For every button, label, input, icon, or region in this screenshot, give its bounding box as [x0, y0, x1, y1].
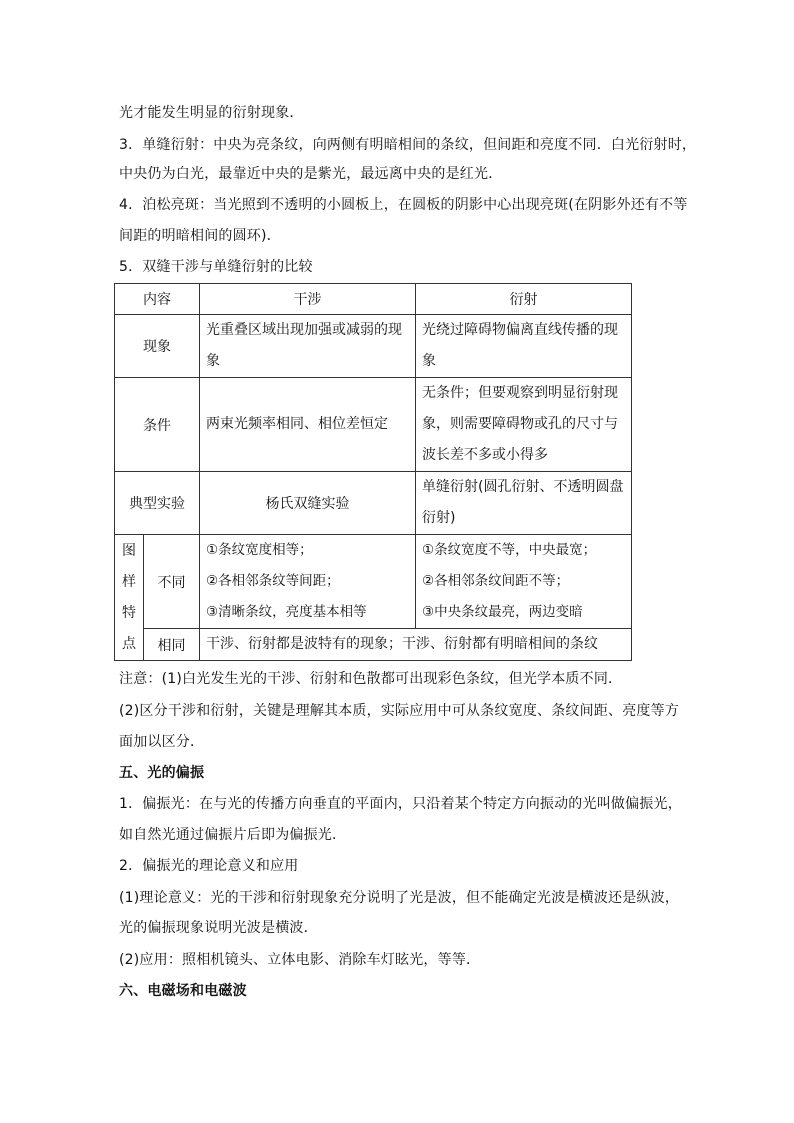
same-content: [200, 629, 632, 661]
text-line: 光才能发生明显的衍射现象．: [119, 105, 304, 121]
text-line: 1．偏振光：在与光的传播方向垂直的平面内，只沿着某个特定方向振动的光叫做偏振光，: [119, 796, 682, 812]
text-line: 光的偏振现象说明光波是横波．: [119, 920, 318, 936]
cell-line: 象: [422, 353, 436, 369]
cell-line: ①条纹宽度相等；: [206, 542, 313, 558]
pattern-feature-label: [115, 535, 144, 661]
cell-line: 象，则需要障碍物或孔的尺寸与: [422, 416, 618, 432]
row-label-condition: 条件: [115, 378, 200, 472]
cell-line: ①条纹宽度不等，中央最宽；: [422, 542, 597, 558]
experiment-interference: 杨氏双缝实验: [200, 472, 416, 535]
row-label-same: 相同: [144, 629, 200, 661]
experiment-diffraction: [416, 472, 632, 535]
text-line: 2．偏振光的理论意义和应用: [119, 858, 299, 874]
condition-interference: [200, 378, 416, 472]
text-line: 面加以区分．: [119, 734, 205, 750]
vertical-char: 点: [122, 635, 136, 652]
text-line: (2)区分干涉和衍射，关键是理解其本质，实际应用中可从条纹宽度、条纹间距、亮度等方: [119, 703, 680, 719]
text-line: (1)理论意义：光的干涉和衍射现象充分说明了光是波，但不能确定光波是横波还是纵波，: [119, 890, 680, 906]
header-interference: 干涉: [200, 284, 416, 315]
cell-line: 象: [206, 353, 220, 369]
table-header-row: [115, 284, 632, 315]
section-heading: 五、光的偏振: [119, 765, 205, 781]
text-line: (2)应用：照相机镜头、立体电影、消除车灯眩光，等等．: [119, 952, 481, 968]
different-interference: [200, 535, 416, 629]
condition-diffraction: [416, 378, 632, 472]
text-line: 4．泊松亮斑：当光照到不透明的小圆板上，在圆板的阴影中心出现亮斑(在阴影外还有不等: [119, 197, 688, 213]
section-heading: 六、电磁场和电磁波: [119, 983, 247, 999]
cell-line: 光重叠区域出现加强或减弱的现: [206, 322, 402, 338]
cell-line: 两束光频率相同、相位差恒定: [206, 416, 388, 432]
row-label-phenomenon: 现象: [115, 315, 200, 378]
table-row: [115, 315, 632, 378]
text-line: 如自然光通过偏振片后即为偏振光．: [119, 827, 347, 843]
row-label-experiment: 典型实验: [115, 472, 200, 535]
cell-line: 波长差不多或小得多: [422, 447, 548, 463]
phenomenon-diffraction: [416, 315, 632, 378]
phenomenon-interference: [200, 315, 416, 378]
vertical-char: 样: [122, 573, 136, 590]
different-diffraction: [416, 535, 632, 629]
header-diffraction: 衍射: [416, 284, 632, 315]
text-line: 3．单缝衍射：中央为亮条纹，向两侧有明暗相间的条纹，但间距和亮度不同．白光衍射时，: [119, 137, 697, 153]
cell-line: ③中央条纹最亮，两边变暗: [422, 604, 583, 620]
cell-line: 无条件；但要观察到明显衍射现: [422, 385, 618, 401]
cell-line: ③清晰条纹，亮度基本相等: [206, 604, 367, 620]
table-row: [115, 378, 632, 472]
text-line: 5．双缝干涉与单缝衍射的比较: [119, 259, 313, 275]
comparison-table: [114, 283, 632, 661]
vertical-char: 图: [122, 542, 136, 559]
cell-line: 衍射): [422, 510, 456, 526]
text-line: 注意：(1)白光发生光的干涉、衍射和色散都可出现彩色条纹，但光学本质不同．: [119, 671, 623, 687]
row-label-different: 不同: [144, 535, 200, 629]
cell-line: ②各相邻条纹间距不等；: [422, 573, 570, 589]
vertical-char: 特: [122, 604, 136, 621]
cell-line: 干涉、衍射都是波特有的现象；干涉、衍射都有明暗相间的条纹: [206, 636, 598, 652]
cell-line: 单缝衍射(圆孔衍射、不透明圆盘: [422, 479, 624, 495]
table-row: [115, 472, 632, 535]
text-line: 中央仍为白光，最靠近中央的是紫光，最远离中央的是红光．: [119, 166, 503, 182]
cell-line: 光绕过障碍物偏离直线传播的现: [422, 322, 618, 338]
table-row: [115, 629, 632, 661]
header-content: 内容: [115, 284, 200, 315]
text-line: 间距的明暗相间的圆环)．: [119, 228, 281, 244]
table-row: [115, 535, 632, 629]
cell-line: ②各相邻条纹等间距；: [206, 573, 340, 589]
